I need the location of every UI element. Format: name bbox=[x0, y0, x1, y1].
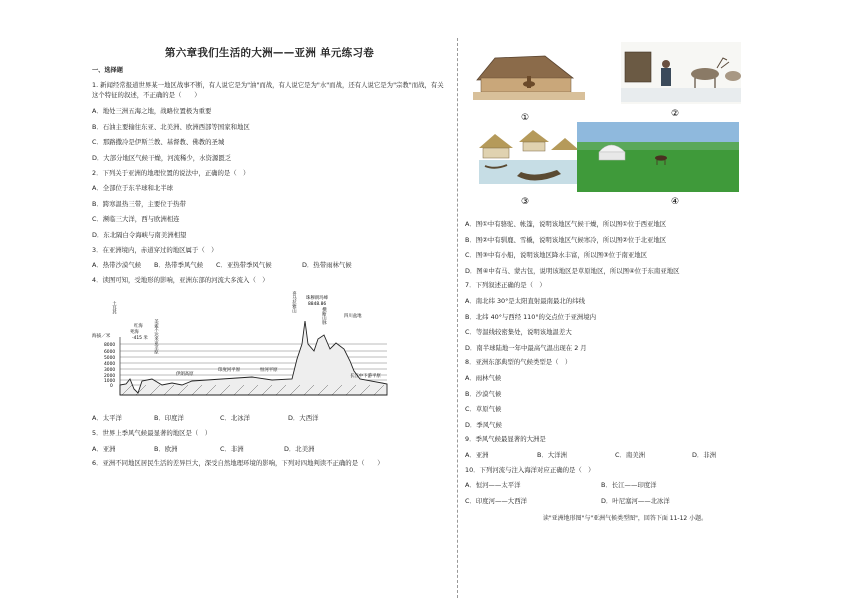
section-heading: 一、选择题 bbox=[92, 67, 123, 74]
tick-8000: 8000 bbox=[104, 342, 116, 348]
q3-option-a[interactable]: A．热带沙漠气候 bbox=[92, 261, 142, 270]
q7-option-b[interactable]: B．北纬 40°与西经 110°的交点位于亚洲境内 bbox=[465, 312, 597, 321]
q8-option-c[interactable]: C．草原气候 bbox=[465, 405, 502, 414]
q10-options-row1 bbox=[465, 481, 785, 490]
q1-option-a[interactable]: A．地处三洲五海之地，战略位置极为重要 bbox=[92, 107, 212, 116]
q3-option-d[interactable]: D．热带雨林气候 bbox=[302, 261, 352, 270]
label-dead-sea: 死海 bbox=[130, 329, 139, 335]
photo-2 bbox=[621, 42, 741, 104]
q1-option-b[interactable]: B．石油主要输往东亚、北美洲、欧洲西部等国家和地区 bbox=[92, 122, 250, 131]
q2-option-c[interactable]: C．濒临三大洋，西与欧洲相连 bbox=[92, 215, 180, 224]
question-6: 6．亚洲不同地区居民生活的差异巨大，深受自然地理环境的影响，下列对四地判读不正确的是（ ） bbox=[92, 459, 384, 468]
q3-option-b[interactable]: B．热带季风气候 bbox=[154, 261, 204, 270]
q2-option-b[interactable]: B．跨寒温热三带，主要位于热带 bbox=[92, 199, 186, 208]
label-yangtze: 长江中下游平原 bbox=[350, 373, 381, 379]
page-title: 第六章我们生活的大洲——亚洲 单元练习卷 bbox=[164, 47, 375, 59]
q9-options bbox=[465, 451, 785, 460]
q8-option-a[interactable]: A．雨林气候 bbox=[465, 373, 502, 382]
tick-0: 0 bbox=[110, 383, 113, 389]
label-red-sea: 红海 bbox=[134, 323, 143, 329]
q10-option-d[interactable]: D．叶尼塞河——北冰洋 bbox=[601, 496, 670, 505]
tick-1000: 1000 bbox=[104, 378, 116, 384]
label-turkey: 土耳其 bbox=[111, 300, 117, 314]
q4-option-c[interactable]: C．北冰洋 bbox=[220, 414, 251, 423]
label-mesopotamia: 美索不达米亚平原 bbox=[153, 318, 159, 354]
q9-option-b[interactable]: B．大洋洲 bbox=[537, 450, 567, 459]
four-photos-panel bbox=[465, 38, 765, 210]
y-axis-label: 海拔／米 bbox=[92, 333, 111, 339]
q4-options bbox=[92, 414, 447, 423]
question-8: 8．亚洲东部典型的气候类型是（ ） bbox=[465, 358, 572, 367]
tick-5000: 5000 bbox=[104, 355, 116, 361]
question-9: 9．季风气候最显著的大洲是 bbox=[465, 435, 546, 444]
q6-option-d[interactable]: D．图④中有马、蒙古包，说明该地区是草原地区，所以图④位于东南亚地区 bbox=[465, 266, 680, 275]
q2-option-d[interactable]: D．东北隔白令海峡与南美洲相望 bbox=[92, 230, 187, 239]
question-10: 10．下列河流与注入海洋对应正确的是（ ） bbox=[465, 465, 595, 474]
q4-option-b[interactable]: B．印度洋 bbox=[154, 414, 184, 423]
photo-4 bbox=[577, 122, 739, 192]
q4-option-a[interactable]: A．太平洋 bbox=[92, 414, 122, 423]
right-column bbox=[465, 38, 785, 523]
q5-option-a[interactable]: A．亚洲 bbox=[92, 444, 116, 453]
q9-option-d[interactable]: D．非洲 bbox=[692, 450, 717, 459]
photo-label-1: ① bbox=[520, 113, 530, 123]
q4-option-d[interactable]: D．大西洋 bbox=[288, 414, 319, 423]
q3-options bbox=[92, 261, 447, 270]
label-everest: 珠穆朗玛峰 bbox=[306, 295, 328, 301]
label-dead-sea-depth: -415 米 bbox=[132, 335, 148, 341]
q5-option-c[interactable]: C．非洲 bbox=[220, 444, 244, 453]
photo-1 bbox=[473, 44, 585, 102]
q9-option-a[interactable]: A．亚洲 bbox=[465, 450, 489, 459]
q7-option-d[interactable]: D．南半球陆地一年中最高气温出现在 2 月 bbox=[465, 343, 587, 352]
q10-option-a[interactable]: A．恒河——太平洋 bbox=[465, 481, 521, 490]
label-sichuan: 四川盆地 bbox=[344, 313, 362, 319]
q8-option-b[interactable]: B．沙漠气候 bbox=[465, 389, 502, 398]
tick-4000: 4000 bbox=[104, 361, 116, 367]
q8-option-d[interactable]: D．季风气候 bbox=[465, 420, 502, 429]
q2-option-a[interactable]: A．全部位于东半球和北半球 bbox=[92, 184, 174, 193]
q1-option-d[interactable]: D．大部分地区气候干燥，河流稀少，水资源匮乏 bbox=[92, 153, 232, 162]
label-hengduan: 横断山脉 bbox=[321, 306, 327, 325]
label-ganges: 恒河平原 bbox=[260, 367, 278, 373]
question-1: 1. 新闻经常报道世界某一地区战事不断，有人说它是为"油"而战，有人说它是为"水"而战，还有人说它是为"宗教"而战，有关这个特征的叙述，不正确的是（ ） bbox=[92, 80, 444, 100]
q10-option-b[interactable]: B．长江——印度洋 bbox=[601, 481, 657, 490]
instruction-note: 读"亚洲地形图"与"亚洲气候类型图"，回答下面 11-12 小题。 bbox=[542, 514, 708, 522]
q6-option-a[interactable]: A．图①中有骆驼、帐篷，说明该地区气候干燥，所以图①位于西亚地区 bbox=[465, 220, 667, 228]
tick-2000: 2000 bbox=[104, 373, 116, 379]
question-5: 5．世界上季风气候最显著的地区是（ ） bbox=[92, 428, 212, 437]
q5-options bbox=[92, 445, 447, 454]
photo-label-2: ② bbox=[670, 109, 680, 119]
question-3: 3．在亚洲境内，赤道穿过的地区属于（ ） bbox=[92, 245, 218, 254]
label-himalaya: 喜马拉雅山 bbox=[291, 290, 297, 313]
label-indo-river: 印度河平原 bbox=[218, 367, 240, 373]
photo-label-4: ④ bbox=[670, 197, 680, 207]
left-column bbox=[92, 45, 447, 468]
q10-option-c[interactable]: C．印度河——大西洋 bbox=[465, 496, 527, 505]
q1-option-c[interactable]: C．那路撒冷是伊斯兰教、基督教、佛教的圣城 bbox=[92, 138, 225, 147]
q6-option-c[interactable]: C．图③中有小船，说明该地区降水丰富，所以图③位于南亚地区 bbox=[465, 251, 648, 260]
photo-label-3: ③ bbox=[520, 197, 530, 207]
q3-option-c[interactable]: C．亚热带季风气候 bbox=[216, 261, 272, 270]
q10-options-row2 bbox=[465, 497, 785, 506]
photo-3 bbox=[471, 126, 581, 188]
q5-option-d[interactable]: D．北美洲 bbox=[284, 444, 315, 453]
q7-option-a[interactable]: A．南北纬 30°是太阳直射最南最北的纬线 bbox=[465, 296, 585, 305]
column-divider bbox=[457, 38, 458, 598]
q7-option-c[interactable]: C．等温线较密集处，说明该地温差大 bbox=[465, 328, 572, 337]
tick-6000: 6000 bbox=[104, 349, 116, 355]
question-4: 4．读图可知，受地形的影响，亚洲东部的河流大多流入（ ） bbox=[92, 275, 269, 284]
q9-option-c[interactable]: C．南美洲 bbox=[615, 450, 646, 459]
label-everest-height: 8848.86 bbox=[308, 301, 327, 307]
tick-3000: 3000 bbox=[104, 367, 116, 373]
asia-terrain-profile-diagram bbox=[92, 289, 392, 404]
question-2: 2．下列关于亚洲的地理位置的说法中，正确的是（ ） bbox=[92, 168, 250, 177]
label-iran: 伊朗高原 bbox=[176, 371, 194, 377]
question-7: 7．下列叙述正确的是（ ） bbox=[465, 281, 546, 290]
q5-option-b[interactable]: B．欧洲 bbox=[154, 444, 178, 453]
q6-option-b[interactable]: B．图②中有驯鹿、雪橇，说明该地区气候寒冷，所以图②位于北亚地区 bbox=[465, 235, 667, 244]
